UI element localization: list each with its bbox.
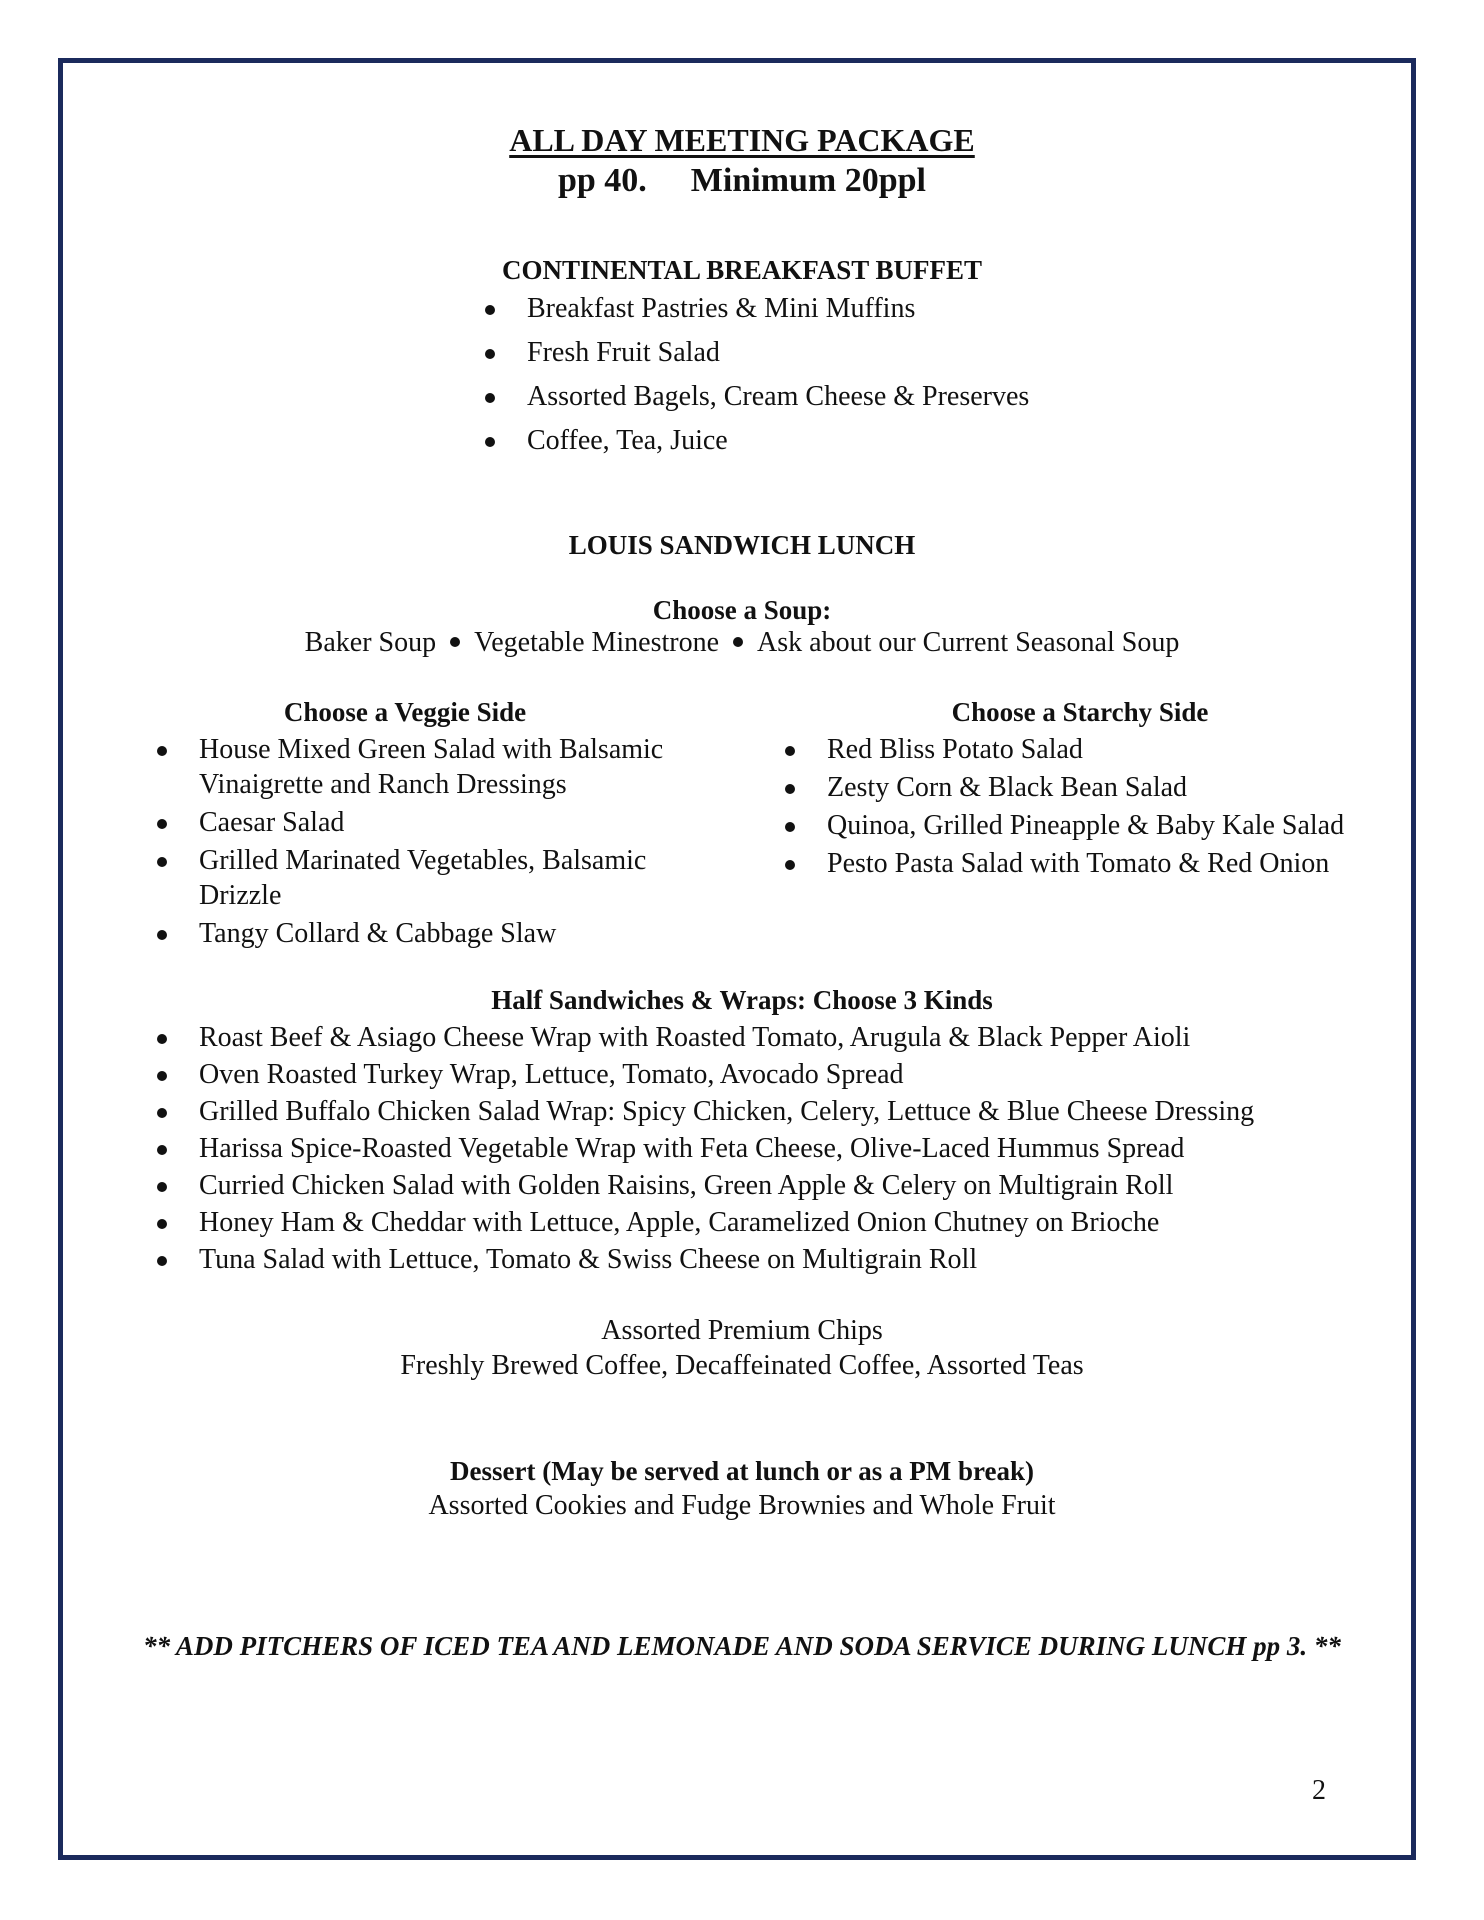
extras-beverages: Freshly Brewed Coffee, Decaffeinated Coffee, Assorted Teas [400,1350,1084,1381]
bullet-icon [157,1108,167,1118]
list-item: Caesar Salad [157,805,717,840]
bullet-icon [157,930,167,940]
soup-option: Ask about our Current Seasonal Soup [757,627,1180,658]
list-item: Breakfast Pastries & Mini Muffins [485,291,1029,326]
soup-option: Baker Soup [304,627,437,658]
starchy-heading: Choose a Starchy Side [951,697,1209,727]
bullet-icon [157,1034,167,1044]
bullet-icon [785,746,795,756]
package-price: pp 40. [557,162,647,199]
bullet-icon [157,1219,167,1229]
bullet-icon [785,860,795,870]
bullet-icon [733,637,743,647]
list-item: Grilled Marinated Vegetables, Balsamic Drizzle [157,843,717,913]
list-item: Quinoa, Grilled Pineapple & Baby Kale Salad [785,808,1405,843]
list-item: Honey Ham & Cheddar with Lettuce, Apple, Caramelized Onion Chutney on Brioche [157,1205,1337,1240]
page-title: ALL DAY MEETING PACKAGE [509,122,975,158]
list-item: Assorted Bagels, Cream Cheese & Preserves [485,379,1029,414]
list-item: House Mixed Green Salad with Balsamic Vinaigrette and Ranch Dressings [157,732,717,802]
bullet-icon [785,784,795,794]
lunch-heading: LOUIS SANDWICH LUNCH [568,530,916,560]
breakfast-list [485,291,1029,467]
breakfast-heading: CONTINENTAL BREAKFAST BUFFET [501,255,983,285]
dessert-heading: Dessert (May be served at lunch or as a PM break) [450,1456,1034,1486]
bullet-icon [485,437,495,447]
bullet-icon [485,305,495,315]
list-item: Oven Roasted Turkey Wrap, Lettuce, Tomato, Avocado Spread [157,1057,1337,1092]
veggie-list [157,732,717,954]
list-item: Tuna Salad with Lettuce, Tomato & Swiss Cheese on Multigrain Roll [157,1242,1337,1277]
bullet-icon [450,637,460,647]
bullet-icon [157,819,167,829]
bullet-icon [157,857,167,867]
list-item: Grilled Buffalo Chicken Salad Wrap: Spicy Chicken, Celery, Lettuce & Blue Cheese Dressing [157,1094,1337,1129]
bullet-icon [157,1256,167,1266]
extras-chips: Assorted Premium Chips [601,1315,883,1346]
list-item: Roast Beef & Asiago Cheese Wrap with Roasted Tomato, Arugula & Black Pepper Aioli [157,1020,1337,1055]
beverage-addon-note: ** ADD PITCHERS OF ICED TEA AND LEMONADE AND SODA SERVICE DURING LUNCH pp 3. ** [143,1631,1341,1661]
package-minimum: Minimum 20ppl [690,162,927,199]
list-item: Harissa Spice-Roasted Vegetable Wrap with Feta Cheese, Olive-Laced Hummus Spread [157,1131,1337,1166]
veggie-heading: Choose a Veggie Side [283,697,527,727]
list-item: Tangy Collard & Cabbage Slaw [157,916,717,951]
dessert-text: Assorted Cookies and Fudge Brownies and Whole Fruit [428,1490,1056,1521]
bullet-icon [157,1071,167,1081]
page-number: 2 [1312,1775,1326,1806]
bullet-icon [485,349,495,359]
soup-heading: Choose a Soup: [652,595,832,625]
bullet-icon [157,1145,167,1155]
list-item: Red Bliss Potato Salad [785,732,1405,767]
sandwiches-heading: Half Sandwiches & Wraps: Choose 3 Kinds [491,985,993,1015]
soup-option: Vegetable Minestrone [474,627,720,658]
starchy-list [785,732,1405,884]
bullet-icon [485,393,495,403]
bullet-icon [157,1182,167,1192]
list-item: Zesty Corn & Black Bean Salad [785,770,1405,805]
list-item: Fresh Fruit Salad [485,335,1029,370]
bullet-icon [785,822,795,832]
sandwich-list [157,1020,1337,1279]
soup-options [0,627,1484,659]
package-price-line [0,162,1484,200]
bullet-icon [157,746,167,756]
list-item: Pesto Pasta Salad with Tomato & Red Onion [785,846,1405,881]
list-item: Coffee, Tea, Juice [485,423,1029,458]
list-item: Curried Chicken Salad with Golden Raisins, Green Apple & Celery on Multigrain Roll [157,1168,1337,1203]
